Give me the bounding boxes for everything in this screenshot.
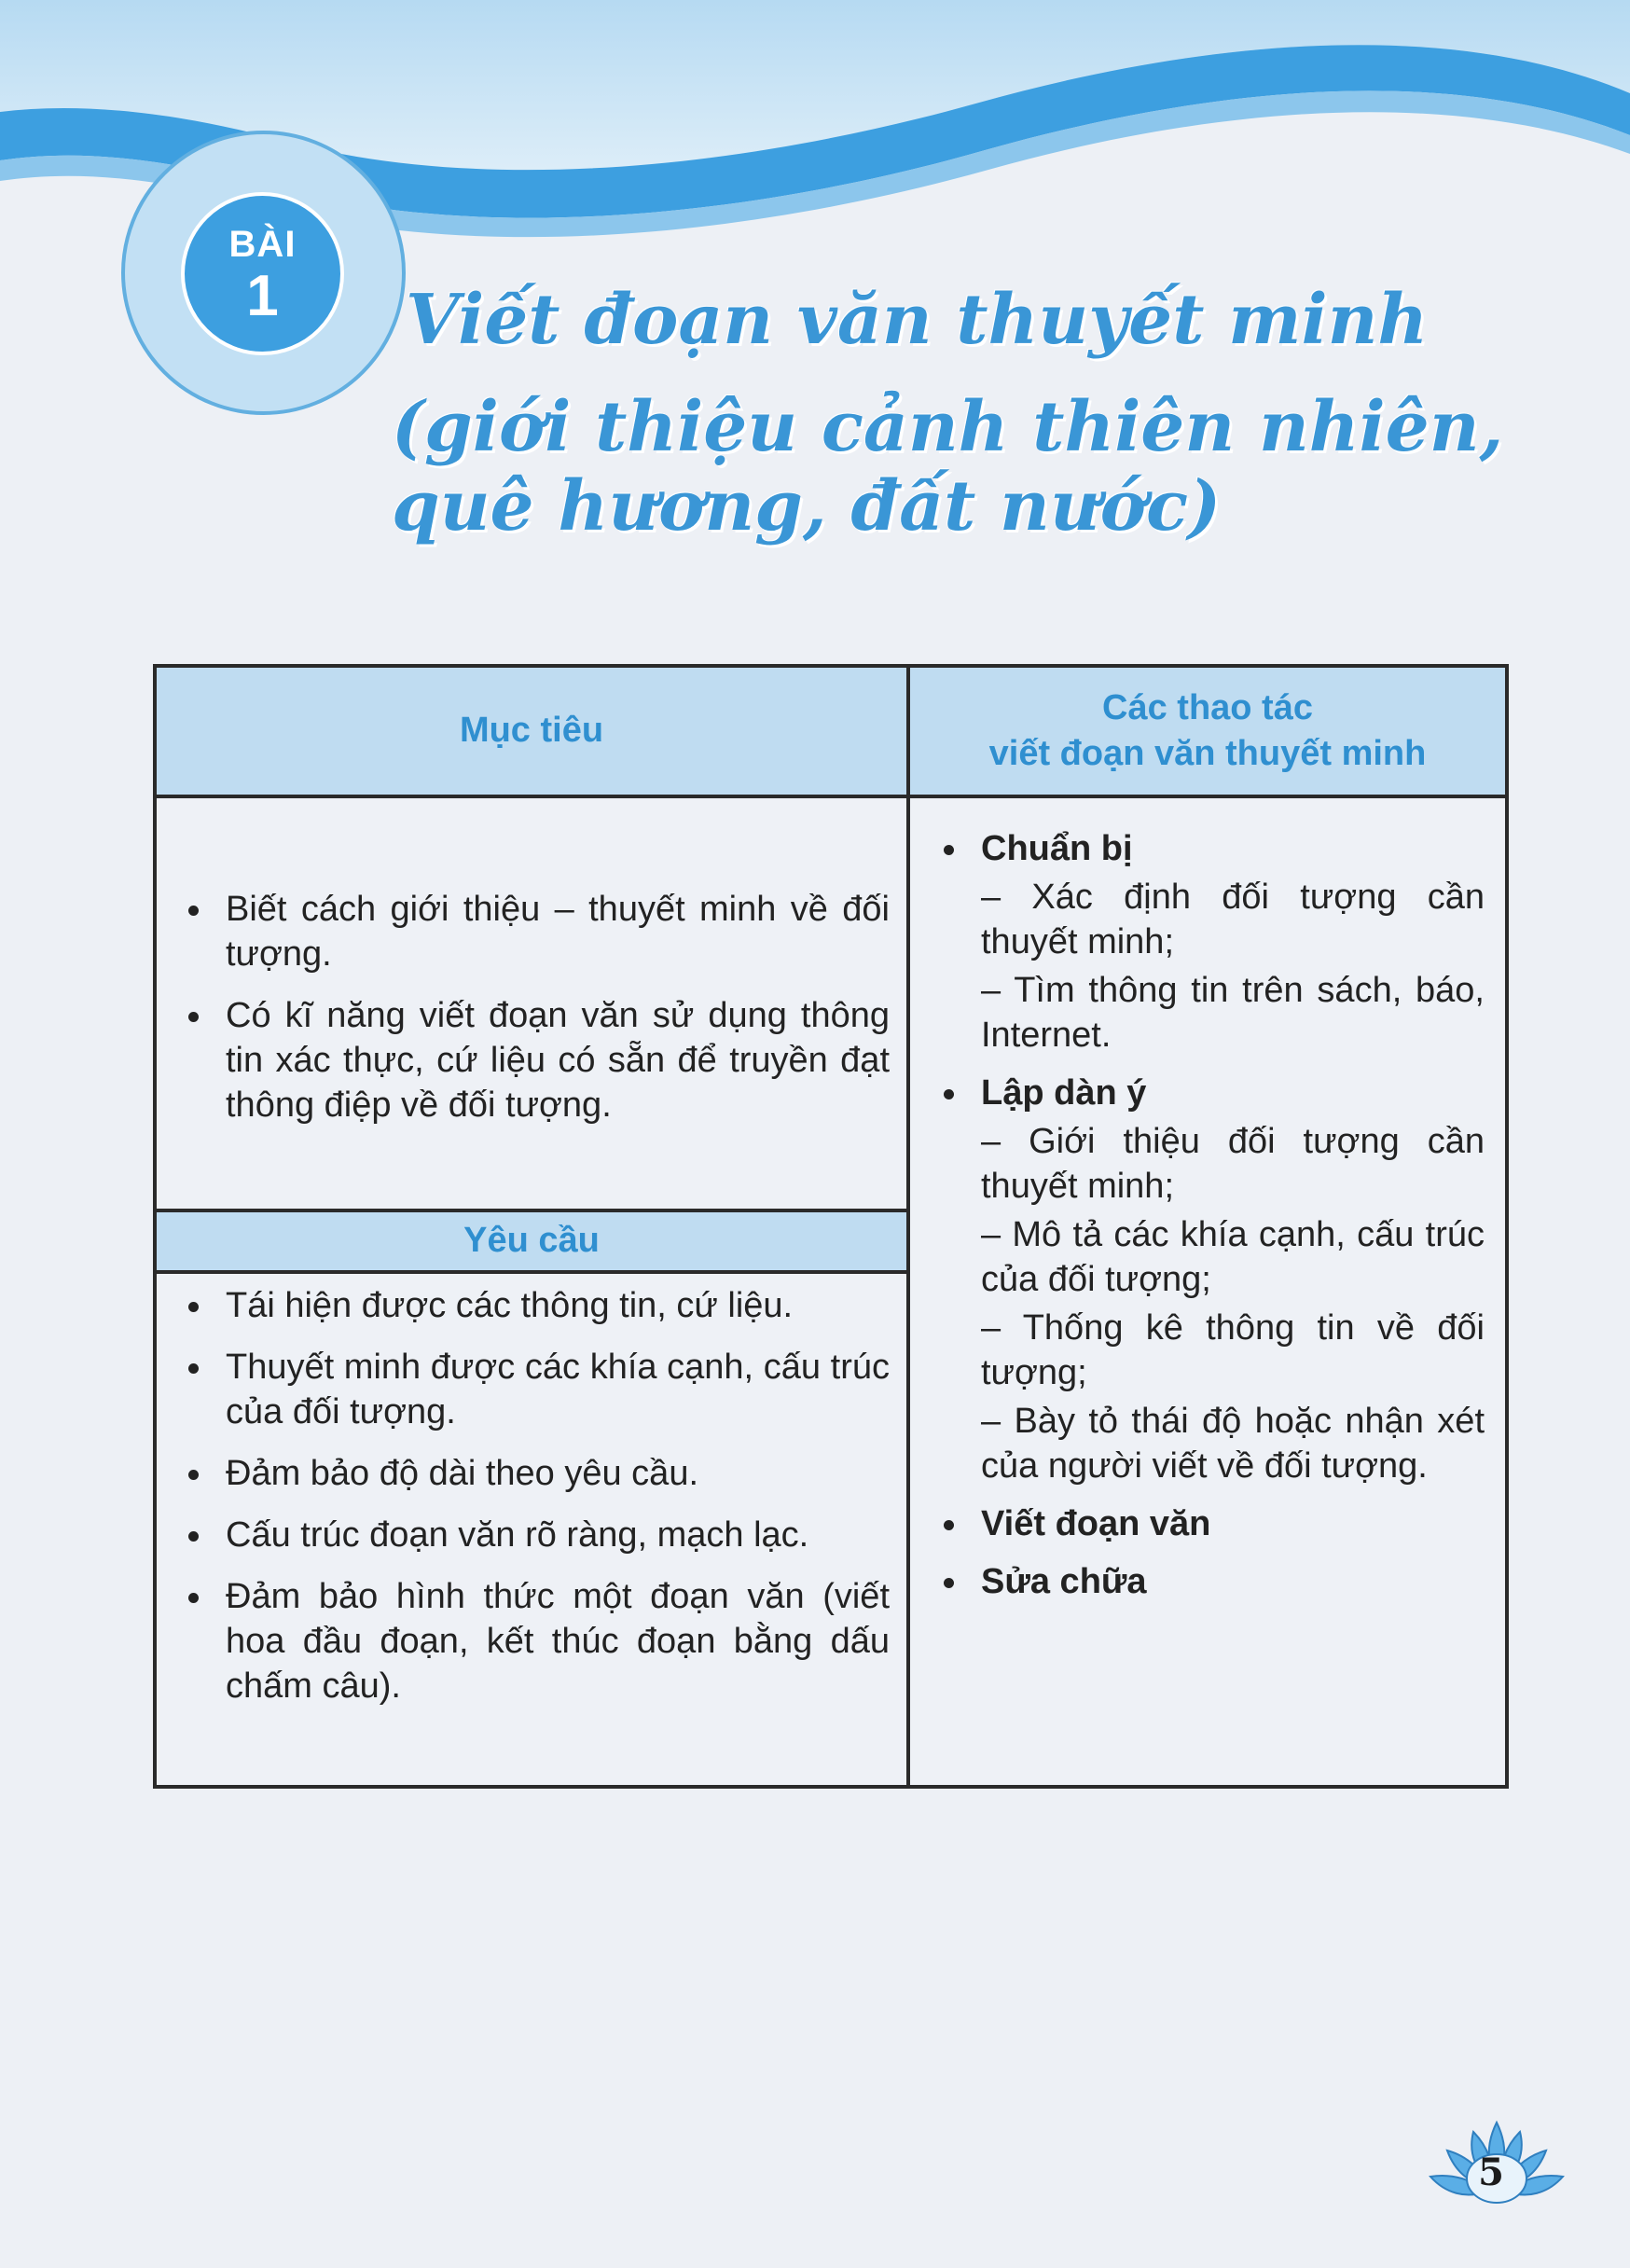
operations-header: [910, 668, 1505, 798]
operations-header-line-2: viết đoạn văn thuyết minh: [988, 734, 1427, 773]
requirements-header-text: Yêu cầu: [463, 1221, 600, 1261]
requirements-header: [157, 1209, 906, 1274]
step-revise: [929, 1559, 1485, 1604]
goals-header: [157, 668, 906, 798]
requirement-item: Tái hiện được các thông tin, cứ liệu.: [173, 1283, 890, 1328]
requirements-list: [173, 1283, 890, 1725]
goals-header-text: Mục tiêu: [459, 711, 604, 751]
requirement-item: Thuyết minh được các khía cạnh, cấu trúc của đối tượng.: [173, 1345, 890, 1434]
lesson-title-line-1: Viết đoạn văn thuyết minh: [406, 280, 1429, 360]
step-prepare: [929, 826, 1485, 1058]
step-label: Chuẩn bị: [981, 829, 1133, 868]
goals-list: [173, 887, 890, 1144]
step-sub-item: – Giới thiệu đối tượng cần thuyết minh;: [981, 1122, 1485, 1206]
step-sub-item: – Tìm thông tin trên sách, báo, Internet.: [981, 971, 1485, 1055]
operations-list: [929, 826, 1485, 1617]
requirement-item: Đảm bảo độ dài theo yêu cầu.: [173, 1451, 890, 1496]
lesson-badge: [121, 131, 406, 415]
goal-item: Biết cách giới thiệu – thuyết minh về đối tượng.: [173, 887, 890, 976]
step-sub-item: – Thống kê thông tin về đối tượng;: [981, 1308, 1485, 1392]
goal-item: Có kĩ năng viết đoạn văn sử dụng thông tin xác thực, cứ liệu có sẵn để truyền đạt thông điệp về đối tượng.: [173, 993, 890, 1127]
step-sub-item: – Mô tả các khía cạnh, cấu trúc của đối tượng;: [981, 1215, 1485, 1299]
lesson-title-line-2: (giới thiệu cảnh thiên nhiên,: [392, 387, 1504, 467]
lesson-title-line-3: quê hương, đất nước): [392, 466, 1222, 546]
step-write: [929, 1501, 1485, 1546]
step-sub-item: – Bày tỏ thái độ hoặc nhận xét của người viết về đối tượng.: [981, 1402, 1485, 1486]
step-label: Viết đoạn văn: [981, 1504, 1211, 1543]
page-number: 5: [1478, 2150, 1504, 2194]
lesson-badge-inner: [181, 192, 344, 355]
operations-header-line-1: Các thao tác: [1102, 687, 1313, 727]
lesson-table: [153, 664, 1509, 1789]
column-divider: [906, 668, 910, 1785]
requirement-item: Cấu trúc đoạn văn rõ ràng, mạch lạc.: [173, 1513, 890, 1557]
step-label: Lập dàn ý: [981, 1073, 1147, 1113]
lesson-label: BÀI: [228, 224, 297, 265]
requirement-item: Đảm bảo hình thức một đoạn văn (viết hoa đầu đoạn, kết thúc đoạn bằng dấu chấm câu).: [173, 1574, 890, 1708]
step-label: Sửa chữa: [981, 1562, 1147, 1601]
lesson-number: 1: [246, 264, 279, 328]
step-outline: [929, 1071, 1485, 1488]
step-sub-item: – Xác định đối tượng cần thuyết minh;: [981, 878, 1485, 961]
